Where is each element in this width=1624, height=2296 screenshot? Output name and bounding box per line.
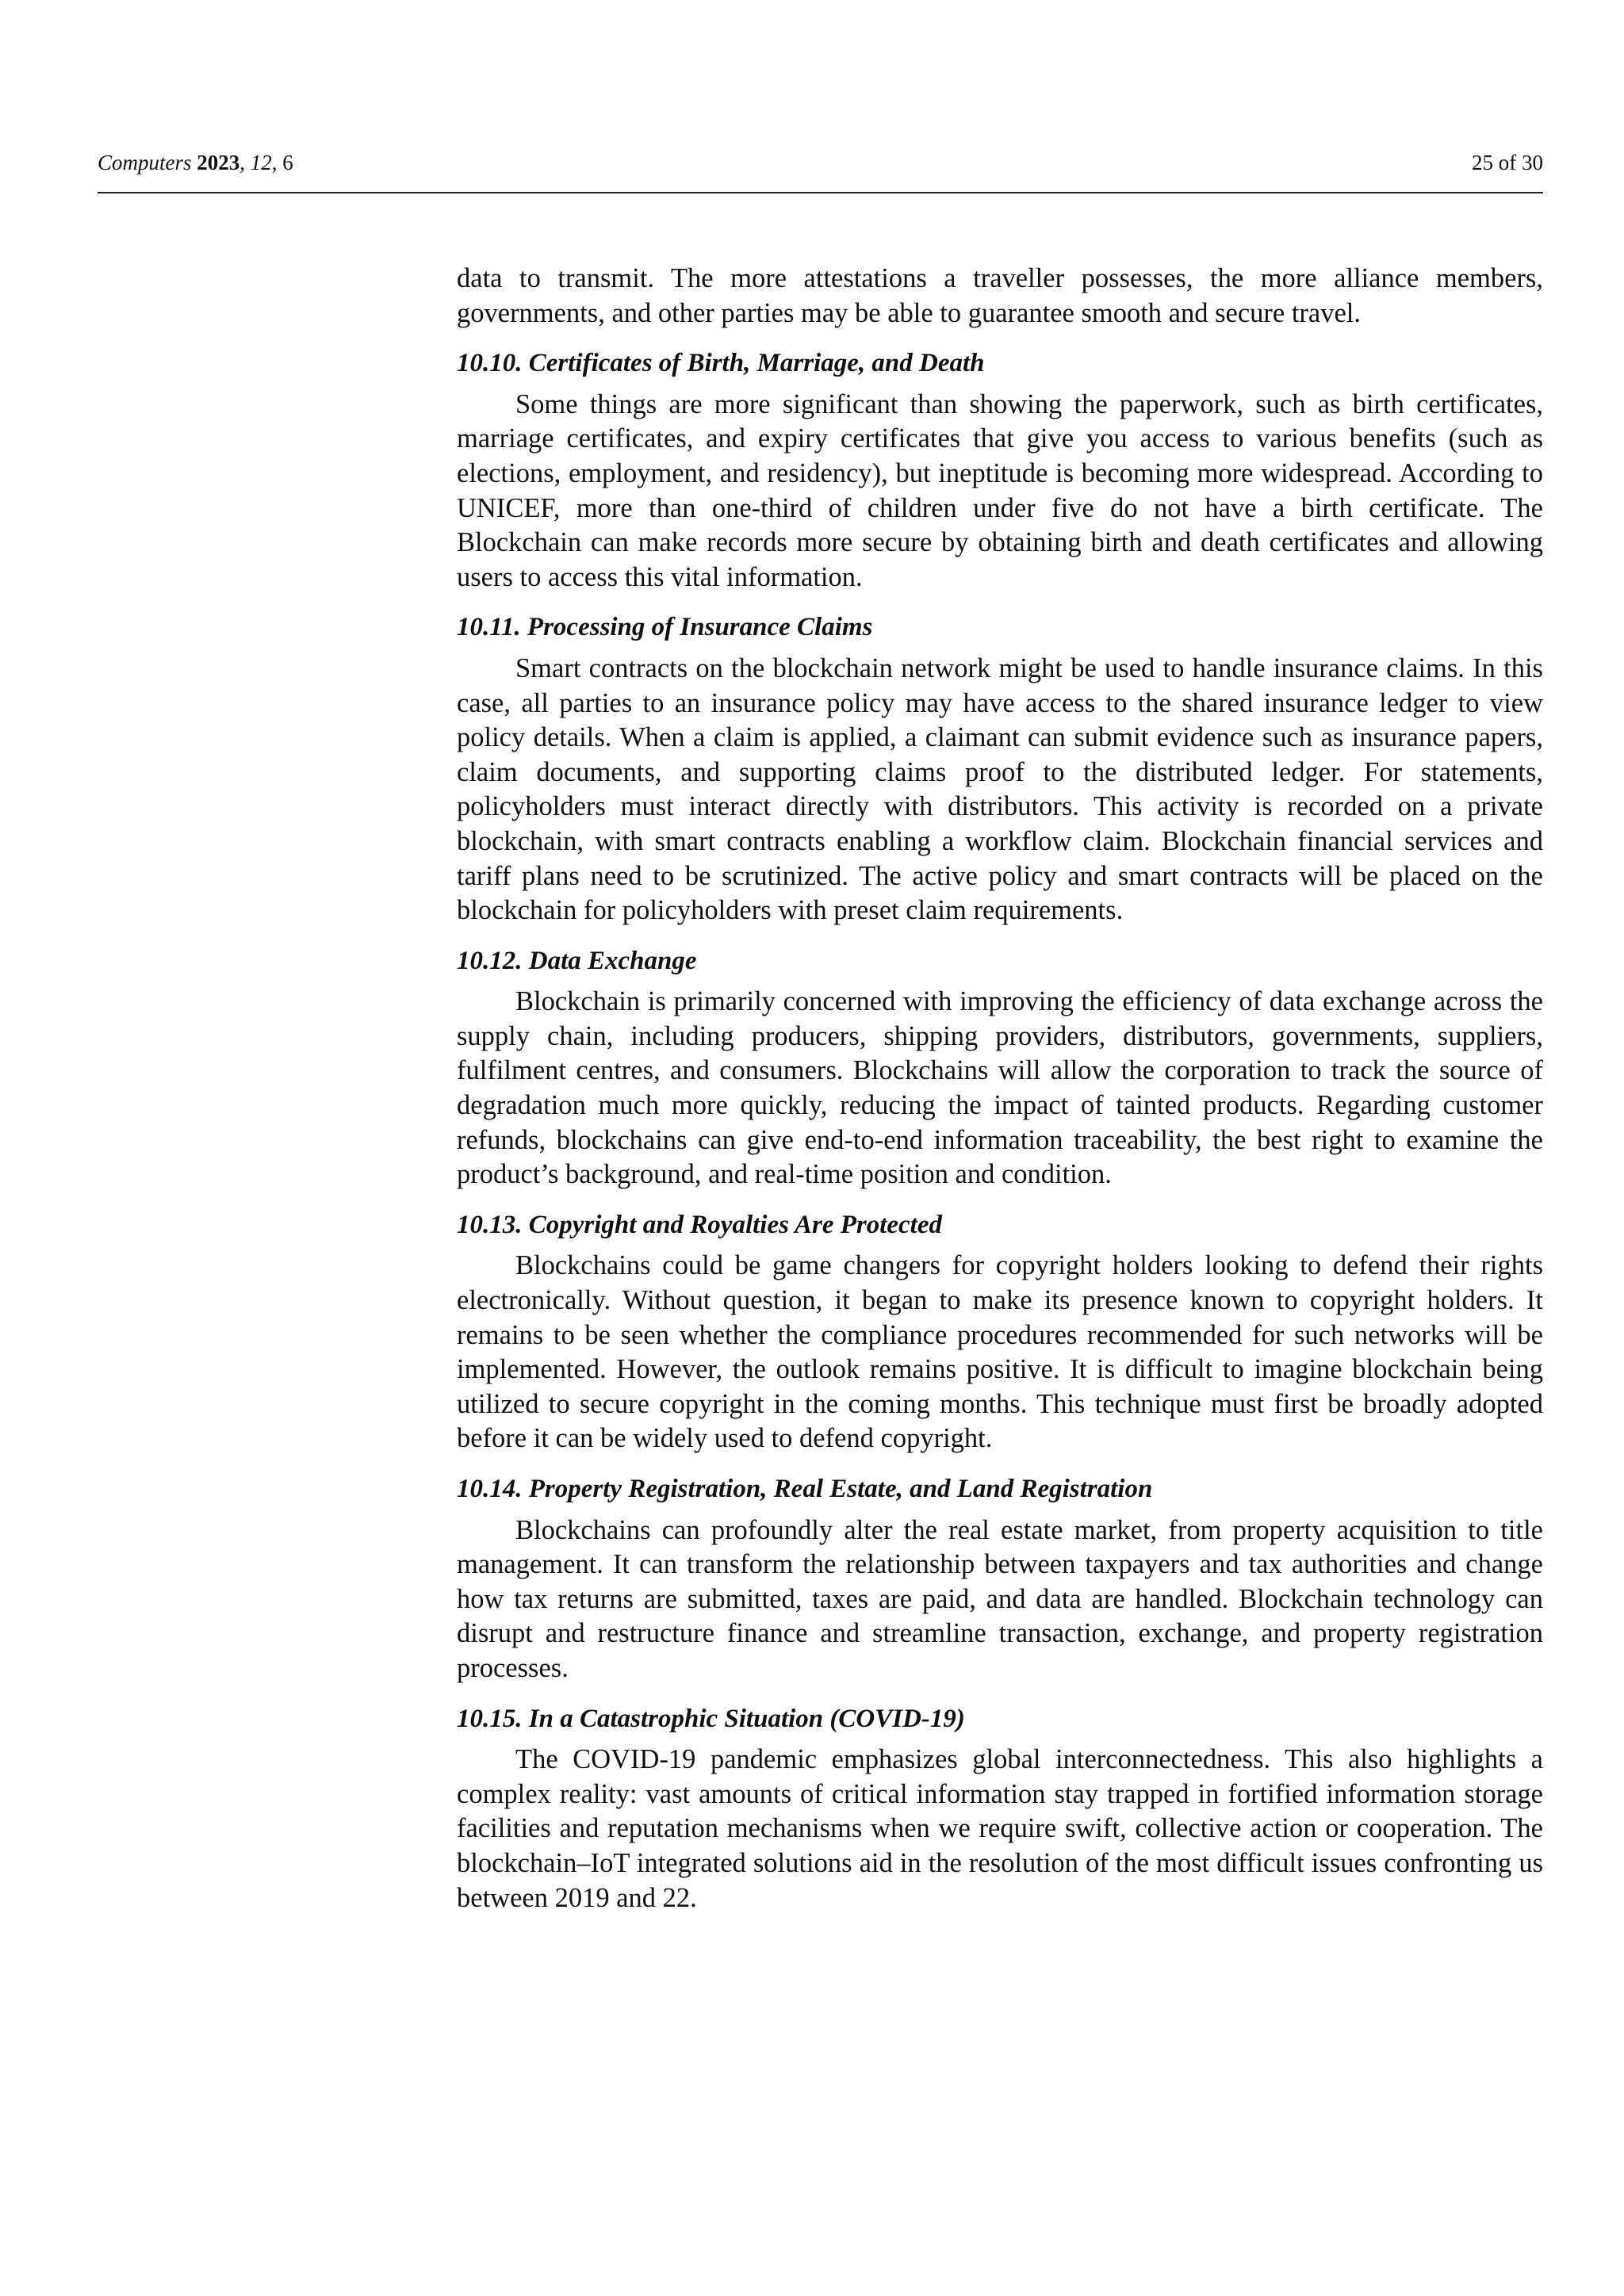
section-paragraph: Smart contracts on the blockchain network might be used to handle insurance claims. In this case, all parties to an insurance policy may have access to the shared insurance ledger to view policy details. When a claim is applied, a claimant can submit evidence such as insurance papers, claim documents, and supporting claims proof to the distributed ledger. For statements, policyholders must interact directly with distributors. This activity is recorded on a private blockchain, with smart contracts enabling a workflow claim. Blockchain financial services and tariff plans need to be scrutinized. The active policy and smart contracts will be placed on the blockchain for policyholders with preset claim requirements. <box>457 652 1543 926</box>
journal-volume: 12 <box>250 151 272 174</box>
section-heading: 10.11. Processing of Insurance Claims <box>457 613 873 642</box>
section-10-10 <box>457 346 1543 595</box>
section-paragraph: Blockchains can profoundly alter the real estate market, from property acquisition to title management. It can transform the relationship between taxpayers and tax authorities and change how tax returns are submitted, taxes are paid, and data are handled. Blockchain technology can disrupt and restructure finance and streamline transaction, exchange, and property registration processes. <box>457 1514 1543 1683</box>
header-rule <box>98 192 1543 193</box>
journal-citation: Computers 2023, 12, 6 <box>98 151 293 174</box>
running-header <box>98 151 1543 182</box>
section-10-12 <box>457 944 1543 1192</box>
lead-paragraph: data to transmit. The more attestations a traveller possesses, the more alliance members, governments, and other parties may be able to guarantee smooth and secure travel. <box>457 263 1543 328</box>
section-paragraph: Some things are more significant than showing the paperwork, such as birth certificates, marriage certificates, and expiry certificates that give you access to various benefits (such as elections, employment, and residency), but ineptitude is becoming more widespread. According to UNICEF, more than one-third of children under five do not have a birth certificate. The Blockchain can make records more secure by obtaining birth and death certificates and allowing users to access this vital information. <box>457 388 1543 592</box>
section-heading: 10.14. Property Registration, Real Estate, and Land Registration <box>457 1475 1153 1503</box>
section-heading: 10.13. Copyright and Royalties Are Protected <box>457 1210 942 1239</box>
section-paragraph: Blockchains could be game changers for copyright holders looking to defend their rights electronically. Without question, it began to make its presence known to copyright holders. It remains to be seen whether the compliance procedures recommended for such networks will be implemented. However, the outlook remains positive. It is difficult to imagine blockchain being utilized to secure copyright in the coming months. This technique must first be broadly adopted before it can be widely used to defend copyright. <box>457 1250 1543 1454</box>
page-number: 25 of 30 <box>1472 151 1543 174</box>
section-heading: 10.15. In a Catastrophic Situation (COVID-19) <box>457 1704 965 1733</box>
section-heading: 10.10. Certificates of Birth, Marriage, and Death <box>457 349 985 378</box>
journal-name: Computers <box>98 151 192 174</box>
section-heading: 10.12. Data Exchange <box>457 946 697 975</box>
section-10-15 <box>457 1702 1543 1916</box>
section-10-13 <box>457 1208 1543 1456</box>
section-10-11 <box>457 610 1543 928</box>
section-paragraph: Blockchain is primarily concerned with improving the efficiency of data exchange across the supply chain, including producers, shipping providers, distributors, governments, suppliers, fulfilment centres, and consumers. Blockchains will allow the corporation to track the source of degradation much more quickly, reducing the impact of tainted products. Regarding customer refunds, blockchains can give end-to-end information traceability, the best right to examine the product’s background, and real-time position and condition. <box>457 986 1543 1190</box>
article-body <box>457 262 1543 1915</box>
journal-issue: 6 <box>282 151 293 174</box>
section-10-14 <box>457 1472 1543 1686</box>
section-paragraph: The COVID-19 pandemic emphasizes global interconnectedness. This also highlights a complex reality: vast amounts of critical information stay trapped in fortified information storage facilities and reputation mechanisms when we require swift, collective action or cooperation. The blockchain–IoT integrated solutions aid in the resolution of the most difficult issues confronting us between 2019 and 22. <box>457 1744 1543 1913</box>
journal-year: 2023 <box>197 151 240 174</box>
